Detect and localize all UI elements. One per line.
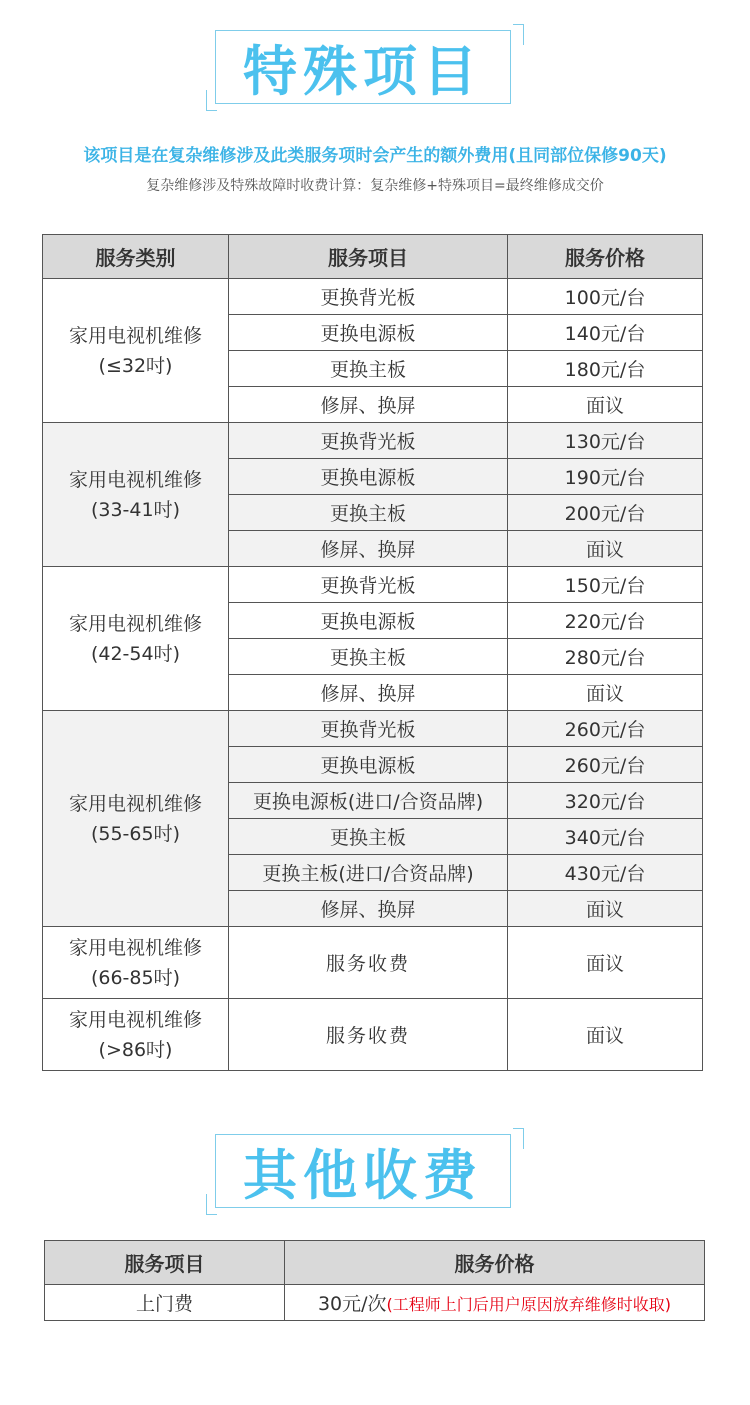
item-cell: 更换主板(进口/合资品牌) xyxy=(229,855,508,891)
price-cell: 100元/台 xyxy=(508,279,703,315)
category-label: 家用电视机维修 xyxy=(68,1008,202,1031)
price-cell: 面议 xyxy=(508,891,703,927)
item-cell: 修屏、换屏 xyxy=(229,675,508,711)
price-cell: 260元/台 xyxy=(508,747,703,783)
price-cell: 180元/台 xyxy=(508,351,703,387)
header-item: 服务项目 xyxy=(229,235,508,279)
section2-title: 其他收费 xyxy=(243,1143,483,1207)
price-cell: 面议 xyxy=(508,927,703,999)
item-cell: 修屏、换屏 xyxy=(229,891,508,927)
category-cell xyxy=(43,279,229,423)
section1-title-box xyxy=(215,30,511,104)
item-cell: 更换电源板 xyxy=(229,315,508,351)
category-cell xyxy=(43,927,229,999)
item-cell: 更换主板 xyxy=(229,495,508,531)
table-header-row xyxy=(45,1241,705,1285)
category-size: (33-41吋) xyxy=(90,498,181,521)
section1-title: 特殊项目 xyxy=(243,39,483,103)
item-cell: 服务收费 xyxy=(229,999,508,1071)
table-row xyxy=(43,999,703,1071)
price-cell: 280元/台 xyxy=(508,639,703,675)
item-cell: 修屏、换屏 xyxy=(229,531,508,567)
table-row xyxy=(43,279,703,315)
section2-title-box xyxy=(215,1134,511,1208)
item-cell: 服务收费 xyxy=(229,927,508,999)
price-cell: 430元/台 xyxy=(508,855,703,891)
price-value: 30元/次 xyxy=(317,1293,387,1315)
category-size: (42-54吋) xyxy=(90,642,181,665)
price-cell: 140元/台 xyxy=(508,315,703,351)
price-cell: 面议 xyxy=(508,531,703,567)
table-row xyxy=(43,927,703,999)
price-cell: 190元/台 xyxy=(508,459,703,495)
table-row xyxy=(45,1285,705,1321)
title-corner-decoration xyxy=(513,1128,524,1149)
item-cell: 更换背光板 xyxy=(229,423,508,459)
item-cell: 更换电源板 xyxy=(229,459,508,495)
table-row xyxy=(43,567,703,603)
title-corner-decoration xyxy=(206,90,217,111)
header-category: 服务类别 xyxy=(43,235,229,279)
item-cell: 更换背光板 xyxy=(229,567,508,603)
price-cell: 面议 xyxy=(508,387,703,423)
section1-note-main: 该项目是在复杂维修涉及此类服务项时会产生的额外费用(且同部位保修90天) xyxy=(83,146,667,166)
category-size: (>86吋) xyxy=(98,1038,173,1061)
header-item: 服务项目 xyxy=(45,1241,285,1285)
header-price: 服务价格 xyxy=(285,1241,705,1285)
category-label: 家用电视机维修 xyxy=(68,468,202,491)
table-row xyxy=(43,423,703,459)
price-cell: 340元/台 xyxy=(508,819,703,855)
item-cell: 更换电源板 xyxy=(229,747,508,783)
price-cell xyxy=(285,1285,705,1321)
category-cell xyxy=(43,999,229,1071)
price-cell: 面议 xyxy=(508,999,703,1071)
category-label: 家用电视机维修 xyxy=(68,792,202,815)
category-label: 家用电视机维修 xyxy=(68,936,202,959)
item-cell: 更换电源板 xyxy=(229,603,508,639)
category-cell xyxy=(43,711,229,927)
price-cell: 320元/台 xyxy=(508,783,703,819)
item-cell: 更换电源板(进口/合资品牌) xyxy=(229,783,508,819)
item-cell: 更换主板 xyxy=(229,639,508,675)
category-label: 家用电视机维修 xyxy=(68,612,202,635)
category-cell xyxy=(43,423,229,567)
title-corner-decoration xyxy=(513,24,524,45)
price-note: (工程师上门后用户原因放弃维修时收取) xyxy=(386,1295,672,1314)
price-cell: 面议 xyxy=(508,675,703,711)
item-cell: 上门费 xyxy=(45,1285,285,1321)
item-cell: 更换主板 xyxy=(229,351,508,387)
special-items-table xyxy=(42,234,703,1071)
header-price: 服务价格 xyxy=(508,235,703,279)
table-header-row xyxy=(43,235,703,279)
category-size: (≤32吋) xyxy=(98,354,173,377)
item-cell: 更换背光板 xyxy=(229,279,508,315)
category-label: 家用电视机维修 xyxy=(68,324,202,347)
category-size: (66-85吋) xyxy=(90,966,181,989)
price-cell: 150元/台 xyxy=(508,567,703,603)
table-row xyxy=(43,711,703,747)
item-cell: 更换背光板 xyxy=(229,711,508,747)
price-cell: 200元/台 xyxy=(508,495,703,531)
price-cell: 260元/台 xyxy=(508,711,703,747)
title-corner-decoration xyxy=(206,1194,217,1215)
category-size: (55-65吋) xyxy=(90,822,181,845)
item-cell: 修屏、换屏 xyxy=(229,387,508,423)
section1-note-sub: 复杂维修涉及特殊故障时收费计算：复杂维修+特殊项目=最终维修成交价 xyxy=(146,178,604,194)
other-fees-table xyxy=(44,1240,705,1321)
price-cell: 130元/台 xyxy=(508,423,703,459)
item-cell: 更换主板 xyxy=(229,819,508,855)
category-cell xyxy=(43,567,229,711)
price-cell: 220元/台 xyxy=(508,603,703,639)
